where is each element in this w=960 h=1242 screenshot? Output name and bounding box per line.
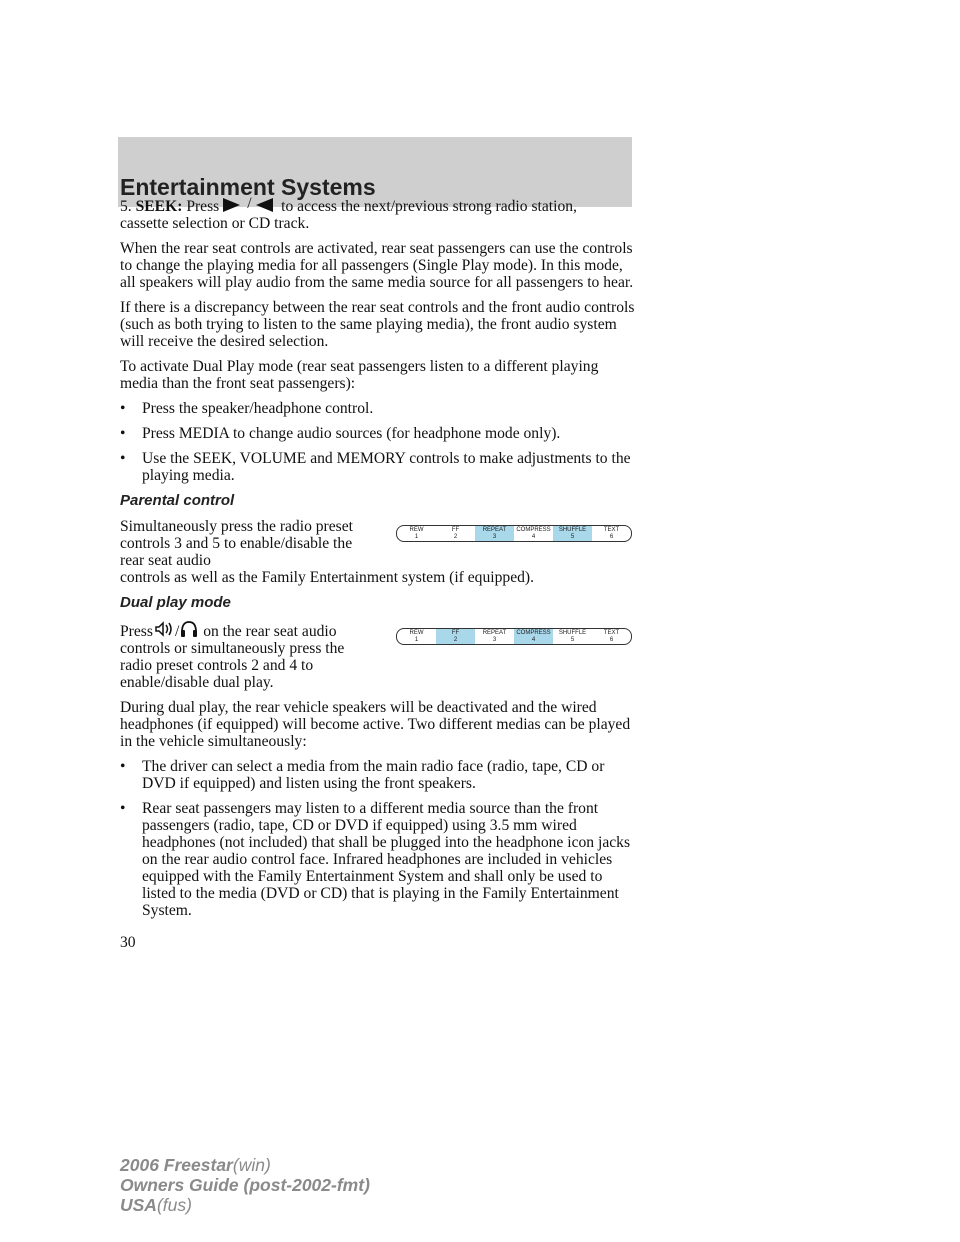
parental-preset-strip bbox=[396, 525, 632, 542]
bullet-dot: • bbox=[120, 400, 126, 417]
dual-play-text bbox=[120, 620, 380, 691]
seek-icons bbox=[221, 197, 275, 213]
preset-compress-highlighted: COMPRESS 4 bbox=[514, 629, 553, 644]
seek-label: SEEK: bbox=[135, 198, 183, 215]
footer-line-1: 2006 Freestar(win) bbox=[120, 1155, 271, 1175]
bullet-dot: • bbox=[120, 425, 126, 442]
preset-ff: FF 2 bbox=[451, 527, 460, 540]
preset-repeat: REPEAT 3 bbox=[482, 630, 507, 643]
list-item bbox=[120, 400, 636, 417]
headphone-icon bbox=[179, 620, 199, 638]
dual-separator: / bbox=[174, 623, 180, 640]
seek-up-icon bbox=[221, 197, 241, 213]
list-item-text: Rear seat passengers may listen to a different media source than the front passengers (radio, tape, CD or DVD if equipped) using 3.5 mm wired headphones (not included) that shall be plugged into the headphone icon jacks on the rear audio control face. Infrared headphones are included in vehicles equipped with the Family Entertainment System and shall only be used to listed to the media (DVD or CD) that is playing in the Family Entertainment System. bbox=[142, 800, 631, 919]
list-item-text: The driver can select a media from the main radio face (radio, tape, CD or DVD if equipped) and listen using the front speakers. bbox=[142, 758, 605, 792]
dual-press: Press bbox=[120, 623, 153, 640]
preset-shuffle-highlighted: SHUFFLE 5 bbox=[553, 526, 592, 541]
list-item bbox=[120, 425, 636, 442]
paragraph-activate-dual: To activate Dual Play mode (rear seat passengers listen to a different playing media than the front seat passengers): bbox=[120, 358, 599, 392]
seek-text: to access the next/previous strong radio station, bbox=[281, 198, 577, 215]
parental-control-heading: Parental control bbox=[120, 492, 235, 509]
speaker-icon bbox=[153, 620, 175, 638]
section-title: Entertainment Systems bbox=[120, 174, 376, 200]
preset-repeat-highlighted: REPEAT 3 bbox=[475, 526, 514, 541]
seek-separator: / bbox=[247, 195, 252, 212]
footer-line-2: Owners Guide (post-2002-fmt) bbox=[120, 1175, 370, 1195]
document-footer bbox=[120, 1155, 370, 1215]
preset-shuffle: SHUFFLE 5 bbox=[558, 630, 587, 643]
seek-down-icon bbox=[255, 197, 275, 213]
paragraph-during-dual: During dual play, the rear vehicle speakers will be deactivated and the wired headphones (if equipped) will become active. Two different medias can be played in the vehicle simultaneously: bbox=[120, 699, 631, 750]
list-item bbox=[120, 758, 636, 792]
parental-control-text: Simultaneously press the radio preset controls 3 and 5 to enable/disable the rear seat audio bbox=[120, 518, 353, 569]
seek-text-line2: cassette selection or CD track. bbox=[120, 215, 310, 232]
parental-control-block bbox=[120, 518, 636, 569]
preset-ff-highlighted: FF 2 bbox=[436, 629, 475, 644]
seek-number: 5. bbox=[120, 198, 132, 215]
preset-text: TEXT 6 bbox=[603, 527, 620, 540]
bullet-dot: • bbox=[120, 758, 126, 775]
preset-text: TEXT 6 bbox=[603, 630, 620, 643]
bullet-dot: • bbox=[120, 450, 126, 467]
page-content bbox=[120, 197, 636, 927]
paragraph-single-play: When the rear seat controls are activated, rear seat passengers can use the controls to change the playing media for all passengers (Single Play mode). In this mode, all speakers will play audio from the same media source for all passengers to hear. bbox=[120, 240, 634, 291]
paragraph-discrepancy: If there is a discrepancy between the rear seat controls and the front audio controls (such as both trying to listen to the same playing media), the front audio system will receive the desired selection. bbox=[120, 299, 635, 350]
preset-rew: REW 1 bbox=[409, 630, 424, 643]
footer-line-3: USA(fus) bbox=[120, 1195, 192, 1215]
list-item bbox=[120, 450, 636, 484]
seek-press: Press bbox=[186, 198, 220, 215]
dual-preset-strip bbox=[396, 628, 632, 645]
list-item bbox=[120, 800, 636, 919]
list-item-text: Press the speaker/headphone control. bbox=[142, 400, 374, 417]
list-item-text: Press MEDIA to change audio sources (for headphone mode only). bbox=[142, 425, 561, 442]
bullet-dot: • bbox=[120, 800, 126, 817]
dual-text-after-icons: on the rear seat audio bbox=[203, 623, 337, 640]
page-number: 30 bbox=[120, 934, 136, 951]
dual-play-heading: Dual play mode bbox=[120, 594, 231, 611]
seek-paragraph bbox=[120, 197, 636, 232]
preset-compress: COMPRESS 4 bbox=[516, 527, 551, 540]
preset-rew: REW 1 bbox=[409, 527, 424, 540]
parental-control-text-cont: controls as well as the Family Entertainment system (if equipped). bbox=[120, 569, 535, 586]
list-item-text: Use the SEEK, VOLUME and MEMORY controls to make adjustments to the playing media. bbox=[142, 450, 631, 484]
dual-play-block bbox=[120, 620, 636, 691]
dual-text-rest: controls or simultaneously press the radio preset controls 2 and 4 to enable/disable dual play. bbox=[120, 640, 345, 691]
